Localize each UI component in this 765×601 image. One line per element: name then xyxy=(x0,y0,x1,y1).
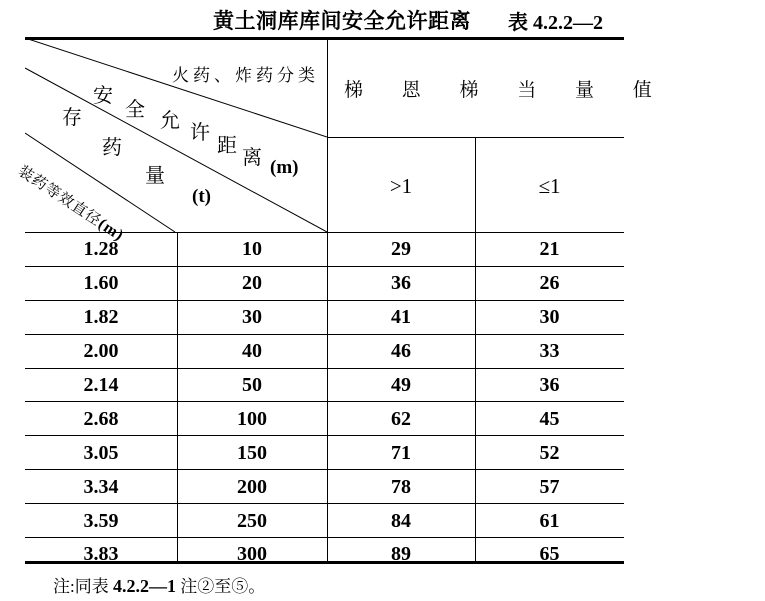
cell-gt1: 41 xyxy=(391,306,411,329)
table-row xyxy=(25,401,624,435)
cell-le1: 52 xyxy=(539,441,560,464)
table-number: 表 4.2.2—2 xyxy=(508,12,603,34)
cell-diameter: 2.14 xyxy=(83,374,119,396)
distance-char: 允 xyxy=(160,110,180,132)
distance-char: 离 xyxy=(242,147,262,169)
storage-char: 药 xyxy=(102,137,122,159)
table-row xyxy=(25,300,624,334)
cell-le1: 45 xyxy=(539,407,560,430)
table-row xyxy=(25,233,624,266)
cell-diameter: 2.00 xyxy=(83,340,119,363)
cell-storage: 30 xyxy=(242,306,262,329)
cell-diameter: 1.28 xyxy=(83,238,119,261)
cell-diameter: 3.83 xyxy=(83,543,119,566)
table-row xyxy=(25,435,624,469)
storage-char: 存 xyxy=(62,107,82,129)
table-row xyxy=(25,469,624,503)
tnt-equivalent-header: 梯 恩 梯 当 量 值 xyxy=(344,80,669,101)
cell-gt1: 84 xyxy=(391,509,411,532)
cell-storage: 150 xyxy=(237,441,267,464)
cell-gt1: 36 xyxy=(391,272,411,295)
cell-le1: 61 xyxy=(539,509,560,532)
table-row xyxy=(25,334,624,368)
storage-char: 量 xyxy=(145,165,165,187)
cell-storage: 40 xyxy=(242,340,262,363)
cell-diameter: 3.05 xyxy=(83,441,119,464)
footnote-table-ref: 4.2.2—1 xyxy=(112,576,176,596)
cell-diameter: 3.59 xyxy=(83,509,119,532)
cell-gt1: 71 xyxy=(391,441,411,464)
table-row xyxy=(25,503,624,537)
distance-unit: (m) xyxy=(270,157,299,178)
table-body xyxy=(25,233,624,571)
cell-gt1: 49 xyxy=(391,374,411,396)
cell-storage: 50 xyxy=(242,374,262,396)
cell-gt1: 46 xyxy=(391,340,411,363)
cell-storage: 300 xyxy=(237,543,267,566)
footnote-suffix: 注②至⑤。 xyxy=(175,577,266,596)
column-header-gt1: >1 xyxy=(389,174,413,198)
cell-le1: 33 xyxy=(539,340,560,363)
cell-gt1: 62 xyxy=(391,407,411,430)
distance-char: 许 xyxy=(190,122,210,144)
table-row xyxy=(25,266,624,300)
cell-diameter: 3.34 xyxy=(83,475,119,498)
distance-char: 全 xyxy=(125,99,145,121)
cell-le1: 30 xyxy=(539,306,560,329)
table-row xyxy=(25,368,624,402)
distance-char: 安 xyxy=(93,85,113,107)
cell-le1: 21 xyxy=(539,238,560,261)
diameter-label-text: 装药等效直径 xyxy=(14,163,104,230)
page-title: 黄土洞库库间安全允许距离 xyxy=(213,9,471,33)
cell-gt1: 29 xyxy=(391,238,411,261)
distance-char: 距 xyxy=(217,135,237,157)
classification-label: 火药、炸药分类 xyxy=(172,66,319,85)
cell-le1: 57 xyxy=(539,475,560,498)
cell-gt1: 89 xyxy=(391,543,411,566)
cell-storage: 200 xyxy=(237,475,267,498)
cell-gt1: 78 xyxy=(391,475,411,498)
cell-storage: 250 xyxy=(237,509,267,532)
cell-le1: 26 xyxy=(539,272,560,295)
table-row xyxy=(25,537,624,571)
cell-le1: 65 xyxy=(539,543,560,566)
cell-storage: 100 xyxy=(237,407,267,430)
cell-diameter: 1.82 xyxy=(83,306,119,329)
column-header-le1: ≤1 xyxy=(538,174,561,198)
footnote-prefix: 注:同表 xyxy=(53,577,113,596)
diameter-unit: (m) xyxy=(95,215,127,245)
cell-diameter: 1.60 xyxy=(83,272,119,295)
cell-storage: 20 xyxy=(242,272,262,295)
cell-diameter: 2.68 xyxy=(83,407,119,430)
storage-unit: (t) xyxy=(192,186,211,207)
cell-le1: 36 xyxy=(539,374,560,396)
footnote xyxy=(53,572,265,597)
cell-storage: 10 xyxy=(242,238,262,261)
